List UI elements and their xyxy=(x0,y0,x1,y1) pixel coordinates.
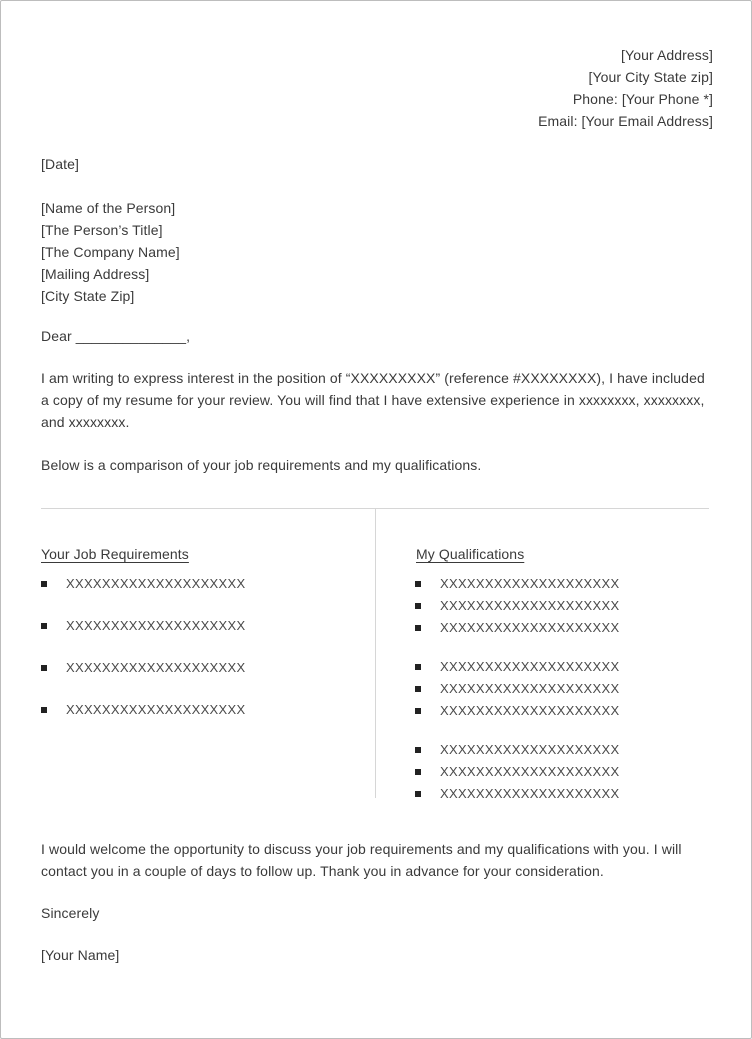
sender-phone: Phone: [Your Phone *] xyxy=(572,91,713,107)
intro-paragraph: I am writing to express interest in the position of “XXXXXXXXX” (reference #XXXXXXXX), I have included a copy of my resume for your review. You will find that I have extensive experience in xxxxxxxx, xxxxxxxx, and xxxxxxxx. xyxy=(41,370,705,430)
sender-email: Email: [Your Email Address] xyxy=(538,113,713,129)
bullet-square-icon xyxy=(41,707,47,713)
letter-date: [Date] xyxy=(41,156,79,172)
list-item-text: XXXXXXXXXXXXXXXXXXXX xyxy=(66,660,246,675)
bullet-square-icon xyxy=(415,581,421,587)
bullet-square-icon xyxy=(415,603,421,609)
list-item-text: XXXXXXXXXXXXXXXXXXXX xyxy=(440,742,620,757)
list-item-text: XXXXXXXXXXXXXXXXXXXX xyxy=(440,576,620,591)
list-item-text: XXXXXXXXXXXXXXXXXXXX xyxy=(66,618,246,633)
recipient-name: [Name of the Person] xyxy=(41,200,176,216)
bullet-square-icon xyxy=(415,664,421,670)
comparison-paragraph: Below is a comparison of your job requirements and my qualifications. xyxy=(41,457,482,473)
qualifications-list xyxy=(415,573,619,805)
list-item-text: XXXXXXXXXXXXXXXXXXXX xyxy=(440,598,620,613)
bullet-square-icon xyxy=(415,686,421,692)
list-item xyxy=(415,678,619,700)
list-item-text: XXXXXXXXXXXXXXXXXXXX xyxy=(66,576,246,591)
sender-block xyxy=(538,44,713,132)
list-item xyxy=(41,615,245,637)
recipient-company: [The Company Name] xyxy=(41,244,180,260)
list-item xyxy=(415,617,619,639)
list-item xyxy=(415,700,619,722)
list-item xyxy=(415,761,619,783)
list-item xyxy=(415,739,619,761)
bullet-square-icon xyxy=(415,747,421,753)
list-item-text: XXXXXXXXXXXXXXXXXXXX xyxy=(66,702,246,717)
list-item-text: XXXXXXXXXXXXXXXXXXXX xyxy=(440,764,620,779)
requirements-list xyxy=(41,573,245,741)
list-item xyxy=(41,657,245,679)
list-item xyxy=(415,656,619,678)
list-item xyxy=(415,783,619,805)
signature-name: [Your Name] xyxy=(41,947,120,963)
salutation: Dear ______________, xyxy=(41,328,191,344)
recipient-block xyxy=(41,197,180,307)
list-item-text: XXXXXXXXXXXXXXXXXXXX xyxy=(440,681,620,696)
list-item-text: XXXXXXXXXXXXXXXXXXXX xyxy=(440,659,620,674)
bullet-square-icon xyxy=(415,625,421,631)
list-item-text: XXXXXXXXXXXXXXXXXXXX xyxy=(440,703,620,718)
bullet-square-icon xyxy=(41,665,47,671)
recipient-title: [The Person’s Title] xyxy=(41,222,163,238)
bullet-square-icon xyxy=(41,581,47,587)
qualifications-heading: My Qualifications xyxy=(416,546,525,562)
list-item xyxy=(415,595,619,617)
sender-address: [Your Address] xyxy=(621,47,713,63)
recipient-city-state-zip: [City State Zip] xyxy=(41,288,135,304)
bullet-square-icon xyxy=(41,623,47,629)
list-item xyxy=(41,573,245,595)
list-item xyxy=(41,699,245,721)
bullet-square-icon xyxy=(415,791,421,797)
list-item-text: XXXXXXXXXXXXXXXXXXXX xyxy=(440,786,620,801)
bullet-square-icon xyxy=(415,769,421,775)
requirements-heading: Your Job Requirements xyxy=(41,546,189,562)
complimentary-close: Sincerely xyxy=(41,905,100,921)
list-item-text: XXXXXXXXXXXXXXXXXXXX xyxy=(440,620,620,635)
sender-city-state-zip: [Your City State zip] xyxy=(588,69,713,85)
bullet-square-icon xyxy=(415,708,421,714)
closing-paragraph: I would welcome the opportunity to discuss your job requirements and my qualifications with you. I will contact you in a couple of days to follow up. Thank you in advance for your consideration. xyxy=(41,841,682,879)
recipient-mailing-address: [Mailing Address] xyxy=(41,266,150,282)
column-divider xyxy=(375,509,376,798)
list-item xyxy=(415,573,619,595)
